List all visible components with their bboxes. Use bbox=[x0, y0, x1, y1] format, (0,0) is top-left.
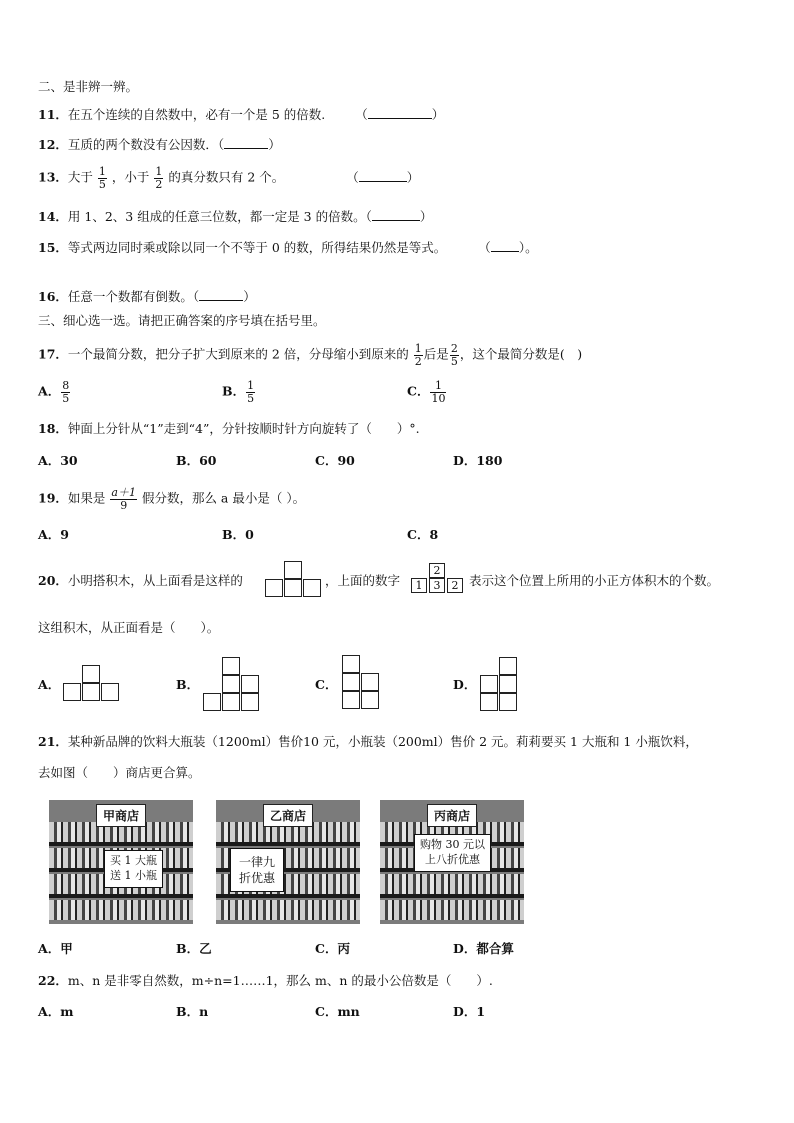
shop-photo-yi bbox=[216, 800, 360, 924]
answer-bracket[interactable]: （ ） bbox=[478, 240, 526, 255]
question-text-pre: 如果是 bbox=[67, 490, 106, 506]
section-3-heading: 三、细心选一选。请把正确答案的序号填在括号里。 bbox=[38, 313, 326, 328]
question-text-pre: 小明搭积木，从上面看是这样的 bbox=[67, 573, 243, 588]
fraction: $\frac{a+1}{9}$ bbox=[111, 486, 136, 512]
section-2-heading: 二、是非辨一辨。 bbox=[38, 79, 139, 94]
option-c[interactable]: C． $\frac{1}{10}$ bbox=[407, 379, 446, 405]
shop-promo-sign: 一律九 折优惠 bbox=[230, 848, 284, 892]
question-text-post: 的真分数只有 2 个。 bbox=[168, 169, 285, 185]
question-number: 20． bbox=[38, 573, 68, 588]
question-20-line2: 这组积木，从正面看是（ ）。 bbox=[38, 620, 220, 635]
question-text: 等式两边同时乘或除以同一个不等于 0 的数，所得结果仍然是等式。 bbox=[67, 240, 447, 255]
option-d[interactable]: D．都合算 bbox=[453, 941, 514, 956]
fraction: $\frac{1}{5}$ bbox=[247, 379, 255, 405]
option-b[interactable]: B．乙 bbox=[176, 941, 212, 956]
question-number: 19． bbox=[38, 490, 68, 506]
option-d[interactable]: D．180 bbox=[453, 453, 503, 468]
option-a[interactable]: A．9 bbox=[38, 527, 69, 542]
option-a[interactable]: A．30 bbox=[38, 453, 78, 468]
shop-promo-sign: 买 1 大瓶 送 1 小瓶 bbox=[104, 850, 163, 888]
question-text-mid: ，小于 bbox=[111, 169, 150, 185]
question-text-pre: 大于 bbox=[67, 169, 93, 185]
answer-bracket[interactable]: （ ） bbox=[192, 289, 256, 304]
question-number: 15． bbox=[38, 240, 68, 255]
question-number: 12． bbox=[38, 137, 68, 152]
question-number: 17． bbox=[38, 346, 68, 362]
option-c[interactable]: C．丙 bbox=[315, 941, 350, 956]
option-b[interactable]: B．60 bbox=[176, 453, 217, 468]
question-19 bbox=[38, 487, 305, 511]
question-text: 在五个连续的自然数中，必有一个是 5 的倍数. bbox=[67, 107, 326, 122]
shop-title: 丙商店 bbox=[427, 804, 477, 827]
answer-bracket[interactable]: （ ） bbox=[355, 107, 445, 122]
answer-bracket[interactable]: （ ） bbox=[217, 137, 281, 152]
question-14 bbox=[38, 209, 432, 224]
fraction: $\frac{1}{2}$ bbox=[414, 342, 422, 368]
question-21 bbox=[38, 736, 698, 749]
question-text-pre: 一个最简分数，把分子扩大到原来的 2 倍，分母缩小到原来的 bbox=[67, 346, 409, 362]
shop-photo-jia bbox=[49, 800, 193, 924]
question-text-mid: 后是 bbox=[423, 346, 449, 362]
question-text: 钟面上分针从“1”走到“4”，分针按顺时针方向旋转了（ ）°. bbox=[67, 421, 420, 436]
question-20 bbox=[38, 575, 243, 588]
question-11 bbox=[38, 107, 444, 122]
option-c[interactable]: C．90 bbox=[315, 453, 355, 468]
fraction: $\frac{1}{2}$ bbox=[155, 165, 163, 191]
question-number: 22． bbox=[38, 973, 68, 988]
option-a[interactable]: A． bbox=[38, 677, 61, 692]
question-12 bbox=[38, 137, 281, 152]
option-c[interactable]: C． bbox=[315, 677, 338, 692]
option-a[interactable]: A．m bbox=[38, 1004, 74, 1019]
question-20-text-mid: ，上面的数字 bbox=[325, 573, 401, 588]
question-number: 14． bbox=[38, 209, 68, 224]
question-text: 互质的两个数没有公因数． bbox=[67, 137, 218, 152]
question-number: 21． bbox=[38, 734, 68, 749]
question-number: 18． bbox=[38, 421, 68, 436]
option-a[interactable]: A． $\frac{8}{5}$ bbox=[38, 379, 70, 405]
fraction: $\frac{1}{10}$ bbox=[431, 379, 446, 405]
question-22 bbox=[38, 975, 493, 988]
option-b[interactable]: B．n bbox=[176, 1004, 209, 1019]
option-a[interactable]: A．甲 bbox=[38, 941, 73, 956]
question-18 bbox=[38, 423, 420, 436]
fraction: $\frac{8}{5}$ bbox=[62, 379, 70, 405]
question-16 bbox=[38, 289, 256, 304]
shop-title: 甲商店 bbox=[96, 804, 146, 827]
option-d[interactable]: D． bbox=[453, 677, 477, 692]
question-text: 某种新品牌的饮料大瓶装（1200ml）售价10 元，小瓶装（200ml）售价 2 元。莉莉要买 1 大瓶和 1 小瓶饮料， bbox=[67, 734, 698, 749]
question-text-post: 假分数，那么 a 最小是（ ）。 bbox=[141, 490, 306, 506]
fraction: $\frac{1}{5}$ bbox=[98, 165, 106, 191]
shop-photo-bing bbox=[380, 800, 524, 924]
option-d[interactable]: D．1 bbox=[453, 1004, 486, 1019]
answer-bracket[interactable]: （ ） bbox=[346, 169, 420, 185]
fraction: $\frac{2}{5}$ bbox=[450, 342, 458, 368]
question-number: 11． bbox=[38, 107, 68, 122]
question-21-line2: 去如图（ ）商店更合算。 bbox=[38, 765, 201, 780]
shop-promo-sign: 购物 30 元以 上八折优惠 bbox=[414, 834, 491, 872]
question-text: m、n 是非零自然数，m÷n=1……1，那么 m、n 的最小公倍数是（ ）. bbox=[67, 973, 493, 988]
question-17 bbox=[38, 343, 582, 367]
question-15: 15．等式两边同时乘或除以同一个不等于 0 的数，所得结果仍然是等式。 （ ）。 bbox=[38, 240, 538, 255]
question-text: 用 1、2、3 组成的任意三位数，都一定是 3 的倍数。 bbox=[67, 209, 366, 224]
question-text: 任意一个数都有倒数。 bbox=[67, 289, 193, 304]
option-c[interactable]: C．8 bbox=[407, 527, 439, 542]
question-number: 13． bbox=[38, 169, 68, 185]
question-13 bbox=[38, 166, 419, 190]
question-number: 16． bbox=[38, 289, 68, 304]
option-b[interactable]: B． $\frac{1}{5}$ bbox=[222, 379, 255, 405]
answer-bracket[interactable]: （ ） bbox=[365, 209, 433, 224]
option-c[interactable]: C．mn bbox=[315, 1004, 360, 1019]
option-b[interactable]: B．0 bbox=[222, 527, 254, 542]
question-text-post: ，这个最简分数是( ) bbox=[459, 346, 583, 362]
question-20-text-post: 表示这个位置上所用的小正方体积木的个数。 bbox=[469, 573, 720, 588]
option-b[interactable]: B． bbox=[176, 677, 200, 692]
shop-title: 乙商店 bbox=[263, 804, 313, 827]
